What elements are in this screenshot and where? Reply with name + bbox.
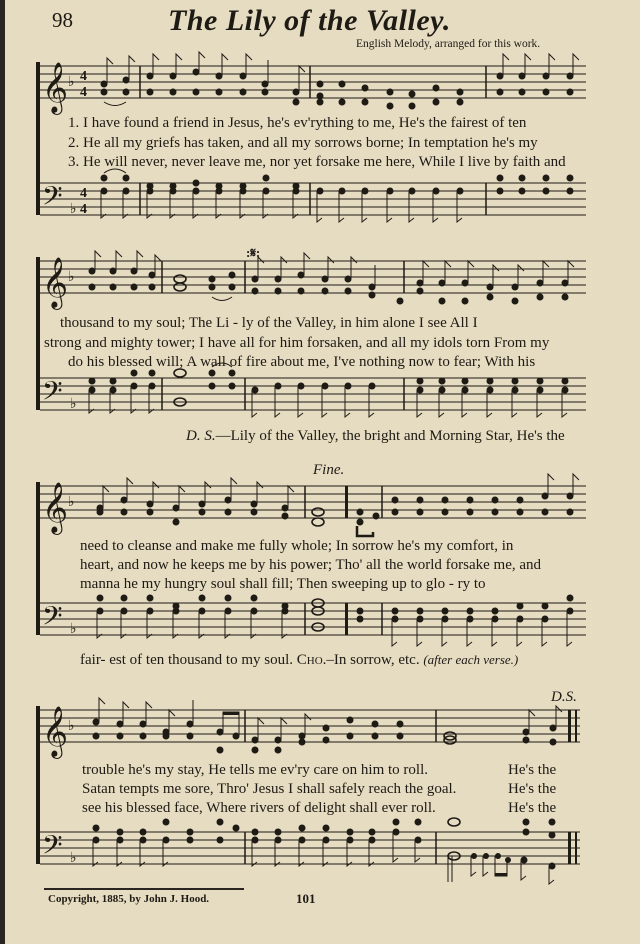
ds-marker: D. S. [186,428,216,444]
lyric-line-verse-2: Satan tempts me sore, Thro' Jesus I shall safely reach the goal. [82,781,457,797]
lyric-line-verse-1: need to cleanse and make me fully whole; In sorrow he's my comfort, in [80,538,514,554]
ds-lyric-text: —Lily of the Valley, the bright and Morning Star, He's the [215,428,565,444]
tie [104,102,126,106]
lyric-line-verse-2: strong and mighty tower; I have all for him forsaken, and all my idols torn From my [44,335,550,351]
lyric-line-verse-3: 3. He will never, never leave me, nor yet forsake me here, While I live by faith and [68,154,566,170]
flat-icon: ♭ [68,75,75,90]
flat-icon: ♭ [70,202,77,217]
flat-icon: ♭ [70,397,77,412]
treble-stems [103,474,579,508]
bass-notes [89,369,569,406]
svg-text:4: 4 [80,85,87,100]
flat-icon: ♭ [68,495,75,510]
treble-staff [40,261,586,293]
lyric-line-verse-1: thousand to my soul; The Li - ly of the Valley, in him alone I see All I [60,315,478,331]
flat-icon: ♭ [70,622,77,637]
bass-notes [93,818,556,870]
hymn-title: The Lily of the Valley. [168,4,451,37]
copyright-notice: Copyright, 1885, by John J. Hood. [48,893,210,905]
page-number: 98 [52,8,73,32]
footer-page-number: 101 [296,891,316,906]
time-signature: 4 [80,69,87,84]
svg-text:4: 4 [80,202,87,217]
treble-clef-icon: 𝄞 [42,482,69,533]
ds-marker: D.S. [551,689,577,705]
treble-clef-icon: 𝄞 [42,62,69,113]
final-double-bar [568,710,571,742]
lyric-line-verse-2: heart, and now he keeps me by his power; Tho' all the world forsake me, and [80,557,542,573]
bass-notes [97,595,574,632]
flat-icon: ♭ [70,851,77,866]
treble-notes [97,493,574,527]
refrain-cue-verse-3: He's the [508,800,557,816]
refrain-cue-verse-1: He's the [508,762,557,778]
treble-notes [93,717,557,754]
lyric-line-verse-1: trouble he's my stay, He tells me ev'ry care on him to roll. [82,762,429,778]
lyric-line-verse-2: 2. He all my griefs has taken, and all my sorrows borne; In temptation he's my [68,135,538,151]
chorus-cue: –In sorrow, etc. [326,652,420,668]
fine-double-bar [345,486,348,518]
bass-staff [40,378,586,410]
bass-lyric-line [80,650,518,670]
segno-icon: :𝄋: [246,245,261,260]
chorus-label: Cho. [296,652,327,668]
melody-credit: English Melody, arranged for this work. [356,38,541,50]
treble-clef-icon: 𝄞 [42,706,69,757]
bass-staff [40,183,586,215]
treble-staff [40,66,586,98]
treble-clef-icon: 𝄞 [42,257,69,308]
bass-clef-icon: 𝄢 [42,375,63,413]
lyric-line-verse-3: see his blessed face, Where rivers of delight shall ever roll. [82,800,436,816]
footer-rule [44,888,244,890]
after-each-verse-note: (after each verse.) [423,652,519,667]
system-brace [36,62,40,215]
fine-marker: Fine. [313,462,345,478]
bass-clef-icon: 𝄢 [42,600,63,638]
ds-lyric-line [186,426,565,446]
bass-lyric-text: fair- est of ten thousand to my soul. [80,652,293,668]
refrain-cue-verse-2: He's the [508,781,557,797]
lyric-line-verse-1: 1. I have found a friend in Jesus, he's ev'rything to me, He's the fairest of ten [68,115,527,131]
bass-stems [97,611,572,646]
bass-clef-icon: 𝄢 [42,180,63,218]
bass-clef-icon: 𝄢 [42,829,63,867]
flat-icon: ♭ [68,719,75,734]
svg-text:4: 4 [80,186,87,201]
lyric-line-verse-3: do his blessed will; A wall of fire about me, I've nothing now to fear; With his [68,354,536,370]
flat-icon: ♭ [68,270,75,285]
lyric-line-verse-3: manna he my hungry soul shall fill; Then sweeping up to glo - ry to [80,576,486,592]
